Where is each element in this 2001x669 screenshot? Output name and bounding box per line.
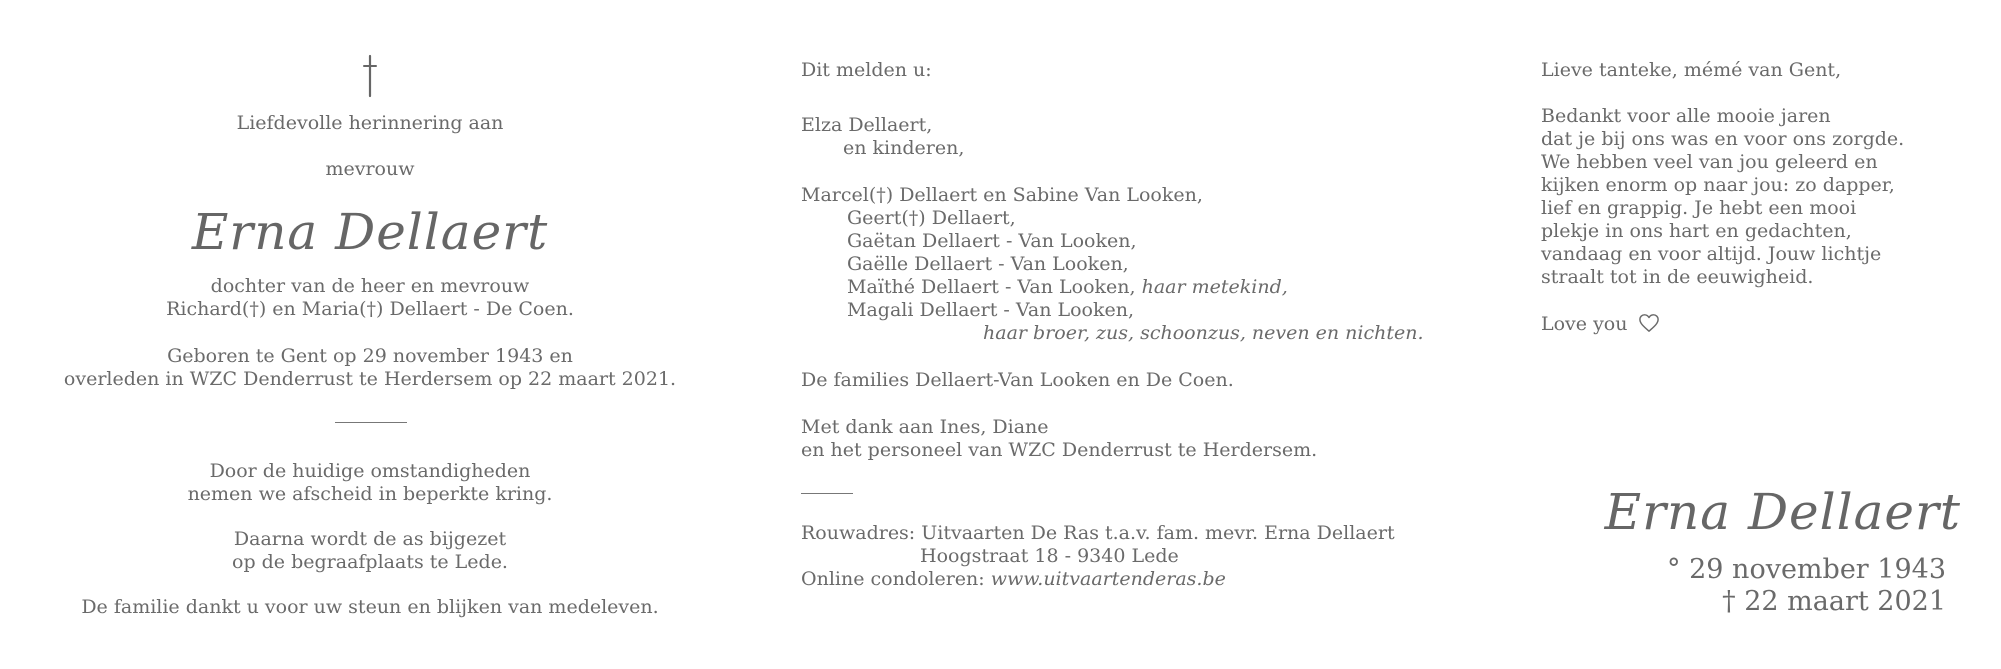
parents-line-2: Richard(†) en Maria(†) Dellaert - De Coen. [166,298,574,320]
relatives-closing: haar broer, zus, schoonzus, neven en nichten. [983,322,1424,344]
poem-line: dat je bij ons was en voor ons zorgde. [1541,128,1905,150]
divider-line [335,422,407,423]
poem-line: straalt tot in de eeuwigheid. [1541,266,1814,288]
born-line-1: Geboren te Gent op 29 november 1943 en [167,345,573,367]
condolence-label: Online condoleren: [801,568,985,590]
relative-note: haar metekind, [1141,276,1288,298]
love-line [1541,313,1660,337]
poem-line: lief en grappig. Je hebt een mooi [1541,197,1857,219]
burial-line-2: op de begraafplaats te Lede. [232,551,508,573]
poem-line: We hebben veel van jou geleerd en [1541,151,1878,173]
poem-line: Bedankt voor alle mooie jaren [1541,105,1831,127]
condolence-line [801,568,1226,592]
born-line-2: overleden in WZC Denderrust te Herdersem op 22 maart 2021. [63,368,677,390]
poem-line: plekje in ons hart en gedachten, [1541,220,1852,242]
thanks-line-1: Met dank aan Ines, Diane [801,416,1049,438]
address-line-2: Hoogstraat 18 - 9340 Lede [920,545,1179,567]
divider-line [801,493,853,494]
heart-outline-icon [1638,313,1660,333]
relative-item: Maïthé Dellaert - Van Looken, haar metekind, [847,276,1288,298]
title-text: mevrouw [325,158,415,180]
thanks-text: De familie dankt u voor uw steun en blijken van medeleven. [81,596,659,618]
relative-item: Geert(†) Dellaert, [847,207,1016,229]
greeting-text: Lieve tanteke, mémé van Gent, [1541,59,1842,81]
announcement-heading: Dit melden u: [801,59,932,81]
relative-item: Magali Dellaert - Van Looken, [847,299,1134,321]
parents-line-1: dochter van de heer en mevrouw [210,275,530,297]
relative-item: Gaëtan Dellaert - Van Looken, [847,230,1137,252]
burial-line-1: Daarna wordt de as bijgezet [233,528,507,550]
farewell-line-1: Door de huidige omstandigheden [209,460,531,482]
marcel-line: Marcel(†) Dellaert en Sabine Van Looken, [801,184,1203,206]
relative-item: Gaëlle Dellaert - Van Looken, [847,253,1129,275]
condolence-link[interactable]: www.uitvaartenderas.be [990,568,1226,590]
elza-line: Elza Dellaert, [801,114,933,136]
farewell-line-2: nemen we afscheid in beperkte kring. [187,483,553,505]
poem-line: kijken enorm op naar jou: zo dapper, [1541,174,1895,196]
address-line-1: Rouwadres: Uitvaarten De Ras t.a.v. fam. mevr. Erna Dellaert [801,522,1395,544]
elza-children-line: en kinderen, [843,137,965,159]
poem-line: vandaag en voor altijd. Jouw lichtje [1541,243,1882,265]
families-line: De families Dellaert-Van Looken en De Coen. [801,369,1234,391]
signature-name: Erna Dellaert [1604,483,1961,541]
deceased-name: Erna Dellaert [191,203,549,261]
cross-icon [360,54,380,98]
death-date: † 22 maart 2021 [1722,586,1946,617]
love-text: Love you [1541,313,1628,335]
birth-date: ° 29 november 1943 [1667,554,1946,585]
intro-text: Liefdevolle herinnering aan [236,112,504,134]
thanks-line-2: en het personeel van WZC Denderrust te Herdersem. [801,439,1318,461]
